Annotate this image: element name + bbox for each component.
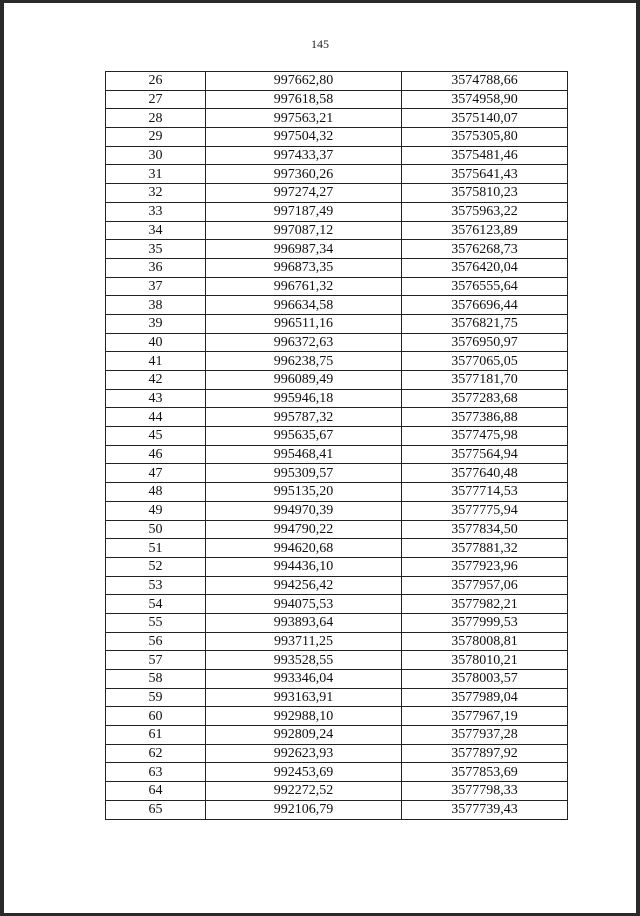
y-coordinate-cell: 3577999,53 bbox=[402, 613, 568, 632]
table-row bbox=[106, 744, 568, 763]
x-coordinate-cell: 993346,04 bbox=[206, 670, 402, 689]
x-coordinate-cell: 992809,24 bbox=[206, 726, 402, 745]
point-number-cell: 58 bbox=[106, 670, 206, 689]
x-coordinate-cell: 997274,27 bbox=[206, 184, 402, 203]
table-row bbox=[106, 670, 568, 689]
point-number-cell: 31 bbox=[106, 165, 206, 184]
x-coordinate-cell: 995135,20 bbox=[206, 483, 402, 502]
point-number-cell: 28 bbox=[106, 109, 206, 128]
point-number-cell: 61 bbox=[106, 726, 206, 745]
x-coordinate-cell: 997563,21 bbox=[206, 109, 402, 128]
table-row bbox=[106, 763, 568, 782]
point-number-cell: 64 bbox=[106, 782, 206, 801]
point-number-cell: 50 bbox=[106, 520, 206, 539]
y-coordinate-cell: 3577798,33 bbox=[402, 782, 568, 801]
x-coordinate-cell: 997504,32 bbox=[206, 128, 402, 147]
point-number-cell: 47 bbox=[106, 464, 206, 483]
x-coordinate-cell: 992106,79 bbox=[206, 800, 402, 819]
table-row bbox=[106, 483, 568, 502]
table-row bbox=[106, 688, 568, 707]
y-coordinate-cell: 3575481,46 bbox=[402, 146, 568, 165]
y-coordinate-cell: 3575305,80 bbox=[402, 128, 568, 147]
x-coordinate-cell: 993163,91 bbox=[206, 688, 402, 707]
table-row bbox=[106, 445, 568, 464]
table-row bbox=[106, 613, 568, 632]
x-coordinate-cell: 997360,26 bbox=[206, 165, 402, 184]
x-coordinate-cell: 996089,49 bbox=[206, 371, 402, 390]
table-row bbox=[106, 539, 568, 558]
y-coordinate-cell: 3577739,43 bbox=[402, 800, 568, 819]
y-coordinate-cell: 3576950,97 bbox=[402, 333, 568, 352]
table-row bbox=[106, 296, 568, 315]
point-number-cell: 29 bbox=[106, 128, 206, 147]
y-coordinate-cell: 3577881,32 bbox=[402, 539, 568, 558]
x-coordinate-cell: 997187,49 bbox=[206, 202, 402, 221]
table-row bbox=[106, 632, 568, 651]
point-number-cell: 35 bbox=[106, 240, 206, 259]
table-row bbox=[106, 240, 568, 259]
x-coordinate-cell: 993711,25 bbox=[206, 632, 402, 651]
table-row bbox=[106, 408, 568, 427]
x-coordinate-cell: 996987,34 bbox=[206, 240, 402, 259]
y-coordinate-cell: 3576268,73 bbox=[402, 240, 568, 259]
y-coordinate-cell: 3578008,81 bbox=[402, 632, 568, 651]
table-row bbox=[106, 501, 568, 520]
table-row bbox=[106, 72, 568, 91]
x-coordinate-cell: 992988,10 bbox=[206, 707, 402, 726]
y-coordinate-cell: 3577564,94 bbox=[402, 445, 568, 464]
table-row bbox=[106, 520, 568, 539]
x-coordinate-cell: 995787,32 bbox=[206, 408, 402, 427]
table-row bbox=[106, 128, 568, 147]
table-row bbox=[106, 782, 568, 801]
x-coordinate-cell: 994075,53 bbox=[206, 595, 402, 614]
table-row bbox=[106, 146, 568, 165]
table-row bbox=[106, 90, 568, 109]
y-coordinate-cell: 3577989,04 bbox=[402, 688, 568, 707]
x-coordinate-cell: 997662,80 bbox=[206, 72, 402, 91]
point-number-cell: 60 bbox=[106, 707, 206, 726]
x-coordinate-cell: 997087,12 bbox=[206, 221, 402, 240]
y-coordinate-cell: 3577640,48 bbox=[402, 464, 568, 483]
x-coordinate-cell: 992623,93 bbox=[206, 744, 402, 763]
point-number-cell: 41 bbox=[106, 352, 206, 371]
x-coordinate-cell: 996873,35 bbox=[206, 258, 402, 277]
point-number-cell: 48 bbox=[106, 483, 206, 502]
y-coordinate-cell: 3575140,07 bbox=[402, 109, 568, 128]
point-number-cell: 39 bbox=[106, 314, 206, 333]
point-number-cell: 59 bbox=[106, 688, 206, 707]
x-coordinate-cell: 994256,42 bbox=[206, 576, 402, 595]
y-coordinate-cell: 3575963,22 bbox=[402, 202, 568, 221]
x-coordinate-cell: 993528,55 bbox=[206, 651, 402, 670]
point-number-cell: 45 bbox=[106, 427, 206, 446]
point-number-cell: 62 bbox=[106, 744, 206, 763]
x-coordinate-cell: 992453,69 bbox=[206, 763, 402, 782]
point-number-cell: 57 bbox=[106, 651, 206, 670]
point-number-cell: 49 bbox=[106, 501, 206, 520]
table-row bbox=[106, 726, 568, 745]
y-coordinate-cell: 3577475,98 bbox=[402, 427, 568, 446]
x-coordinate-cell: 995468,41 bbox=[206, 445, 402, 464]
y-coordinate-cell: 3577923,96 bbox=[402, 557, 568, 576]
y-coordinate-cell: 3578010,21 bbox=[402, 651, 568, 670]
point-number-cell: 56 bbox=[106, 632, 206, 651]
coordinates-table-body bbox=[106, 72, 568, 820]
table-row bbox=[106, 557, 568, 576]
table-row bbox=[106, 371, 568, 390]
y-coordinate-cell: 3577853,69 bbox=[402, 763, 568, 782]
table-row bbox=[106, 184, 568, 203]
y-coordinate-cell: 3576696,44 bbox=[402, 296, 568, 315]
y-coordinate-cell: 3577982,21 bbox=[402, 595, 568, 614]
x-coordinate-cell: 994436,10 bbox=[206, 557, 402, 576]
table-row bbox=[106, 595, 568, 614]
x-coordinate-cell: 994790,22 bbox=[206, 520, 402, 539]
y-coordinate-cell: 3578003,57 bbox=[402, 670, 568, 689]
table-row bbox=[106, 800, 568, 819]
page-number: 145 bbox=[311, 37, 329, 51]
x-coordinate-cell: 994970,39 bbox=[206, 501, 402, 520]
table-row bbox=[106, 277, 568, 296]
point-number-cell: 40 bbox=[106, 333, 206, 352]
y-coordinate-cell: 3576123,89 bbox=[402, 221, 568, 240]
point-number-cell: 38 bbox=[106, 296, 206, 315]
y-coordinate-cell: 3576420,04 bbox=[402, 258, 568, 277]
y-coordinate-cell: 3577386,88 bbox=[402, 408, 568, 427]
y-coordinate-cell: 3577775,94 bbox=[402, 501, 568, 520]
x-coordinate-cell: 995635,67 bbox=[206, 427, 402, 446]
y-coordinate-cell: 3577714,53 bbox=[402, 483, 568, 502]
point-number-cell: 63 bbox=[106, 763, 206, 782]
y-coordinate-cell: 3577834,50 bbox=[402, 520, 568, 539]
point-number-cell: 46 bbox=[106, 445, 206, 464]
y-coordinate-cell: 3576555,64 bbox=[402, 277, 568, 296]
x-coordinate-cell: 993893,64 bbox=[206, 613, 402, 632]
point-number-cell: 53 bbox=[106, 576, 206, 595]
table-row bbox=[106, 389, 568, 408]
x-coordinate-cell: 997433,37 bbox=[206, 146, 402, 165]
y-coordinate-cell: 3577897,92 bbox=[402, 744, 568, 763]
point-number-cell: 65 bbox=[106, 800, 206, 819]
y-coordinate-cell: 3577967,19 bbox=[402, 707, 568, 726]
table-row bbox=[106, 221, 568, 240]
table-row bbox=[106, 258, 568, 277]
y-coordinate-cell: 3574788,66 bbox=[402, 72, 568, 91]
x-coordinate-cell: 994620,68 bbox=[206, 539, 402, 558]
table-row bbox=[106, 576, 568, 595]
point-number-cell: 52 bbox=[106, 557, 206, 576]
point-number-cell: 37 bbox=[106, 277, 206, 296]
x-coordinate-cell: 995946,18 bbox=[206, 389, 402, 408]
point-number-cell: 34 bbox=[106, 221, 206, 240]
x-coordinate-cell: 996511,16 bbox=[206, 314, 402, 333]
point-number-cell: 26 bbox=[106, 72, 206, 91]
coordinates-table bbox=[105, 71, 568, 820]
y-coordinate-cell: 3575810,23 bbox=[402, 184, 568, 203]
point-number-cell: 55 bbox=[106, 613, 206, 632]
table-row bbox=[106, 109, 568, 128]
x-coordinate-cell: 992272,52 bbox=[206, 782, 402, 801]
y-coordinate-cell: 3577957,06 bbox=[402, 576, 568, 595]
x-coordinate-cell: 996372,63 bbox=[206, 333, 402, 352]
x-coordinate-cell: 995309,57 bbox=[206, 464, 402, 483]
point-number-cell: 54 bbox=[106, 595, 206, 614]
point-number-cell: 42 bbox=[106, 371, 206, 390]
table-row bbox=[106, 202, 568, 221]
table-row bbox=[106, 352, 568, 371]
y-coordinate-cell: 3574958,90 bbox=[402, 90, 568, 109]
point-number-cell: 32 bbox=[106, 184, 206, 203]
point-number-cell: 51 bbox=[106, 539, 206, 558]
y-coordinate-cell: 3577181,70 bbox=[402, 371, 568, 390]
point-number-cell: 36 bbox=[106, 258, 206, 277]
table-row bbox=[106, 464, 568, 483]
point-number-cell: 27 bbox=[106, 90, 206, 109]
x-coordinate-cell: 996238,75 bbox=[206, 352, 402, 371]
y-coordinate-cell: 3577283,68 bbox=[402, 389, 568, 408]
table-row bbox=[106, 707, 568, 726]
point-number-cell: 30 bbox=[106, 146, 206, 165]
table-row bbox=[106, 427, 568, 446]
y-coordinate-cell: 3576821,75 bbox=[402, 314, 568, 333]
x-coordinate-cell: 997618,58 bbox=[206, 90, 402, 109]
table-row bbox=[106, 333, 568, 352]
y-coordinate-cell: 3575641,43 bbox=[402, 165, 568, 184]
table-row bbox=[106, 651, 568, 670]
y-coordinate-cell: 3577065,05 bbox=[402, 352, 568, 371]
table-row bbox=[106, 314, 568, 333]
x-coordinate-cell: 996634,58 bbox=[206, 296, 402, 315]
document-page bbox=[4, 3, 636, 913]
y-coordinate-cell: 3577937,28 bbox=[402, 726, 568, 745]
point-number-cell: 33 bbox=[106, 202, 206, 221]
point-number-cell: 43 bbox=[106, 389, 206, 408]
point-number-cell: 44 bbox=[106, 408, 206, 427]
table-row bbox=[106, 165, 568, 184]
x-coordinate-cell: 996761,32 bbox=[206, 277, 402, 296]
